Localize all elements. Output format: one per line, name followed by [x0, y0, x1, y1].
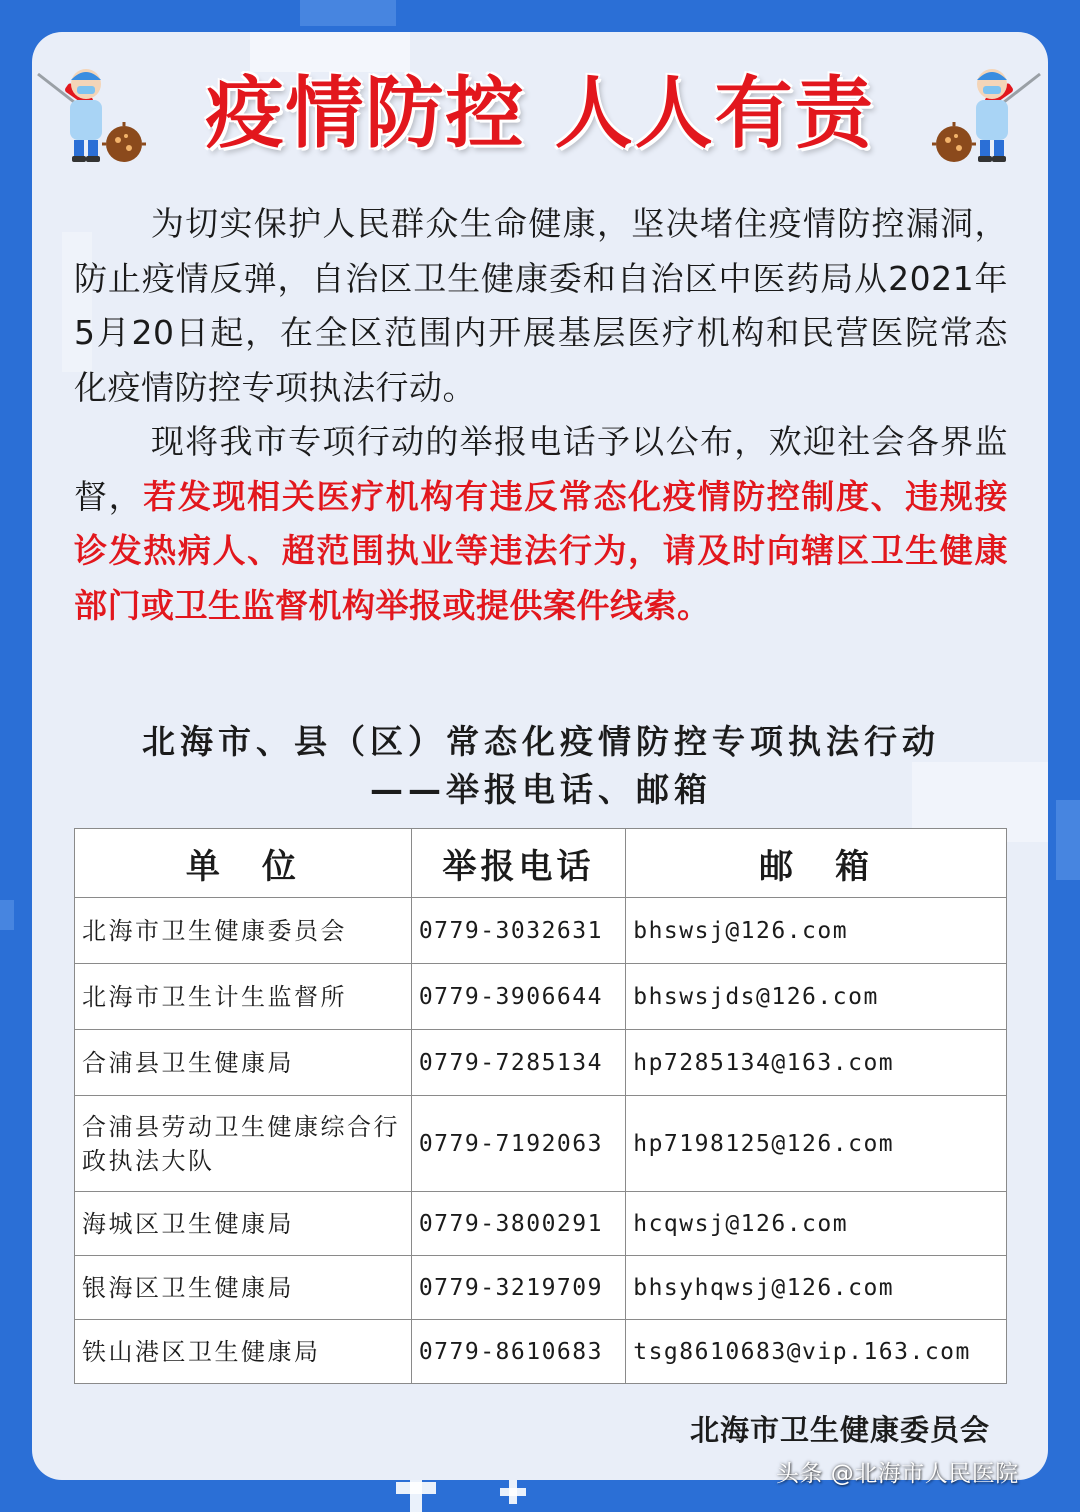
table-subtitle: ——举报电话、邮箱: [370, 770, 712, 809]
email-cell: hcqwsj@126.com: [626, 1192, 1007, 1256]
bg-block: [1056, 800, 1080, 880]
table-row: [75, 1256, 1007, 1320]
poster-headline: 疫情防控 人人有责: [205, 68, 875, 159]
table-row: [75, 1192, 1007, 1256]
report-highlight-text: 若发现相关医疗机构有违反常态化疫情防控制度、违规接诊发热病人、超范围执业等违法行为，请及时向辖区卫生健康部门或卫生监督机构举报或提供案件线索。: [74, 476, 1009, 625]
header-email: 邮 箱: [626, 829, 1007, 898]
table-row: [75, 1030, 1007, 1096]
email-cell: bhswsj@126.com: [626, 898, 1007, 964]
source-watermark: 头条 @北海市人民医院: [776, 1461, 1019, 1487]
email-cell: tsg8610683@vip.163.com: [626, 1320, 1007, 1384]
intro-paragraph-text: 为切实保护人民群众生命健康，坚决堵住疫情防控漏洞，防止疫情反弹，自治区卫生健康委和自治区中医药局从2021年5月20日起，在全区范围内开展基层医疗机构和民营医院常态化疫情防控专项执法行动。: [74, 204, 1008, 407]
header-phone: 举报电话: [411, 829, 625, 898]
phone-cell: 0779-8610683: [411, 1320, 625, 1384]
email-cell: hp7285134@163.com: [626, 1030, 1007, 1096]
email-cell: hp7198125@126.com: [626, 1096, 1007, 1192]
unit-cell: 北海市卫生计生监督所: [75, 964, 412, 1030]
doctor-mascot-icon: [34, 62, 150, 172]
issuer-signature: 北海市卫生健康委员会: [690, 1413, 991, 1447]
unit-cell: 银海区卫生健康局: [75, 1256, 412, 1320]
phone-cell: 0779-7192063: [411, 1096, 625, 1192]
phone-cell: 0779-3219709: [411, 1256, 625, 1320]
unit-cell: 北海市卫生健康委员会: [75, 898, 412, 964]
table-header-row: [75, 829, 1007, 898]
unit-cell: 铁山港区卫生健康局: [75, 1320, 412, 1384]
bg-block: [0, 900, 14, 930]
header-unit: 单 位: [75, 829, 412, 898]
unit-cell: 合浦县劳动卫生健康综合行政执法大队: [75, 1096, 412, 1192]
report-paragraph: [74, 415, 1008, 633]
unit-cell: 合浦县卫生健康局: [75, 1030, 412, 1096]
phone-cell: 0779-7285134: [411, 1030, 625, 1096]
contact-table: [74, 828, 1007, 1384]
phone-cell: 0779-3800291: [411, 1192, 625, 1256]
table-row: [75, 1320, 1007, 1384]
table-title: 北海市、县（区）常态化疫情防控专项执法行动: [142, 722, 940, 761]
phone-cell: 0779-3906644: [411, 964, 625, 1030]
phone-cell: 0779-3032631: [411, 898, 625, 964]
unit-cell: 海城区卫生健康局: [75, 1192, 412, 1256]
email-cell: bhswsjds@126.com: [626, 964, 1007, 1030]
doctor-mascot-icon: [928, 62, 1044, 172]
medical-cross-icon: [509, 1480, 517, 1504]
bg-block: [300, 0, 396, 26]
report-paragraph-text: 现将我市专项行动的举报电话予以公布，欢迎社会各界监督，: [74, 422, 1008, 516]
table-row: [75, 898, 1007, 964]
table-row: [75, 964, 1007, 1030]
intro-paragraph: [74, 197, 1008, 415]
email-cell: bhsyhqwsj@126.com: [626, 1256, 1007, 1320]
table-row: [75, 1096, 1007, 1192]
